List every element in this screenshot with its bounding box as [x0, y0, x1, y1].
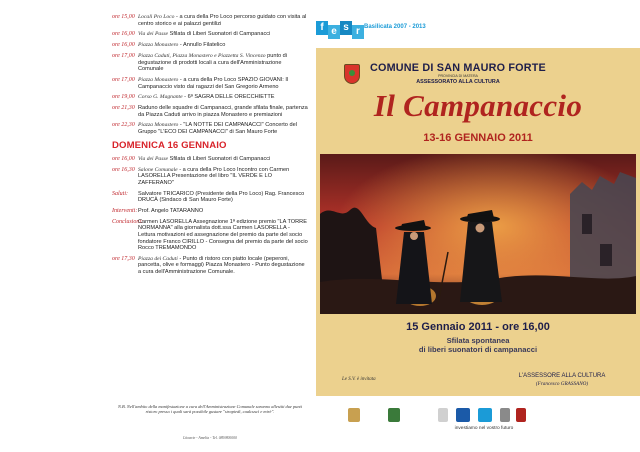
program-time: Conclusioni:	[112, 218, 143, 225]
program-time: ore 19,00	[112, 94, 135, 101]
region-logo-icon	[388, 408, 400, 422]
program-row	[112, 167, 308, 187]
fesr-letter: e	[328, 25, 340, 39]
program-place: Via dei Passe	[138, 31, 169, 38]
program-description	[138, 42, 308, 49]
program-row	[112, 191, 308, 204]
program-row	[112, 256, 308, 276]
program-place: Piazza Monastero	[138, 76, 179, 83]
program-place: Piazza dei Caduti	[138, 255, 178, 262]
program-time: ore 16,00	[112, 31, 135, 38]
program-time: ore 21,30	[112, 105, 135, 112]
program-row	[112, 77, 308, 90]
program-text: - 6ª SAGRA DELLE ORECCHIETTE	[184, 94, 275, 101]
crest-logo-icon	[348, 408, 360, 422]
event-dates: 13-16 GENNAIO 2011	[423, 132, 533, 144]
program-description	[138, 31, 308, 38]
footnote: N.B. Nell'ambito della manifestazione a cura dell'Amministrazione Comunale saranno allestiti due punti ristoro presso i quali sarà possibile gustare "strapiedi, caalcuscì e mirè".	[118, 404, 302, 415]
event-title: Il Campanaccio	[373, 88, 583, 123]
cover-card	[316, 48, 640, 396]
program-text: Salvatore TRICARICO (Presidente della Pro Loco) Rag. Francesco DRUCÀ (Sindaco di San Mauro Forte)	[138, 190, 305, 204]
cover-panel	[316, 0, 640, 452]
fesr-letter: r	[352, 25, 364, 39]
sponsor-logos	[316, 400, 640, 430]
program-row	[112, 122, 308, 135]
program-time: Saluti:	[112, 190, 128, 197]
program-description	[138, 219, 308, 252]
program-text: punto di degustazione di prodotti locali a cura dell'Amministrazione Comunale	[138, 52, 288, 73]
event-subtitle: Sfilata spontanea	[446, 336, 510, 345]
program-description	[138, 105, 308, 118]
program-time: ore 17,00	[112, 76, 135, 83]
sponsor-logo-icon	[438, 408, 448, 422]
day-header: DOMENICA 16 GENNAIO	[112, 139, 227, 151]
program-text: - "LA NOTTE DEI CAMPANACCI" Concerto del Gruppo "L'ECO DEI CAMPANACCI" di San Mauro Forte	[138, 122, 297, 136]
program-time: Interventi:	[112, 207, 138, 214]
program-time: ore 17,30	[112, 255, 135, 262]
program-text: - Punto di ristoro con piatto locale (peperoni, pancetta, olive e formaggi) Piazza Monastero - Punto degustazione a cura dell'Amministrazione Comunale.	[138, 255, 305, 276]
italy-emblem-icon	[516, 408, 526, 422]
invitation-signature: Le S.V. è invitata	[342, 377, 376, 382]
program-text: Carmen LASORELLA Assegnazione 1ª edizione premio "LA TORRE NORMANNA" alla giornalista dott.ssa Carmen LASORELLA - Lettura motivazioni ed assegnazione del premio da parte del socio fondatore Franco CIRILLO - Consegna del premio da parte del socio Rocco TREMAMONDO	[138, 218, 308, 252]
program-row	[112, 42, 308, 49]
program-time: ore 17,00	[112, 52, 135, 59]
program-text: - a cura della Pro Loco Incontro con Carmen LASORELLA Presentazione del libro "IL VERDE E LO ZAFFERANO"	[138, 166, 290, 186]
ministry-logo-icon	[500, 408, 510, 422]
program-place: Piazza Monastero	[138, 42, 179, 49]
program-description	[138, 208, 308, 215]
program-row	[112, 31, 308, 38]
fesr-letter: s	[340, 21, 352, 35]
fesr-label: Basilicata 2007 - 2013	[364, 24, 426, 30]
program-description	[138, 94, 308, 101]
event-subtitle-2: di liberi suonatori di campanacci	[418, 345, 538, 354]
program-time: ore 16,00	[112, 155, 135, 162]
program-description	[138, 77, 308, 90]
program-panel	[112, 14, 308, 446]
program-text: - Annullo Filatelico	[179, 42, 226, 49]
coat-of-arms-icon	[344, 64, 360, 84]
program-sunday	[112, 156, 308, 276]
program-place: Salone Comunale	[138, 166, 178, 173]
program-row	[112, 105, 308, 118]
program-text: - a cura della Pro Loco SPAZIO GIOVANI: Il Campanaccio visto dai ragazzi del San Gregorio Armeno	[138, 76, 289, 90]
program-description	[138, 191, 308, 204]
program-description	[138, 156, 308, 163]
program-description	[138, 53, 308, 73]
program-row	[112, 208, 308, 215]
assessore-name: (Francesco GRASSANO)	[535, 381, 589, 387]
program-text: Sfilata di Liberi Suonatori di Campanacci	[169, 31, 271, 38]
program-row	[112, 94, 308, 101]
fesr-header	[316, 20, 450, 38]
fesr-logo-icon	[478, 408, 492, 422]
program-description	[138, 256, 308, 276]
program-time: ore 16,00	[112, 42, 135, 49]
assessorato-label: ASSESSORATO ALLA CULTURA	[416, 79, 500, 85]
program-description	[138, 167, 308, 187]
program-place: Piazza Caduti, Piazza Monastero e Piazzetta S. Vincenzo	[138, 52, 266, 59]
provincia-label: PROVINCIA DI MATERA	[438, 74, 478, 78]
program-row	[112, 156, 308, 163]
event-date: 15 Gennaio 2011 - ore 16,00	[406, 321, 550, 333]
eu-flag-icon	[456, 408, 470, 422]
program-text: Sfilata di Liberi Suonatori di Campanacci	[169, 155, 271, 162]
program-time: ore 15,00	[112, 14, 135, 20]
campanaccio-painting	[320, 154, 636, 314]
program-description	[138, 14, 308, 27]
program-row	[112, 14, 308, 27]
program-place: Via dei Passe	[138, 155, 169, 162]
comune-title: COMUNE DI SAN MAURO FORTE	[370, 62, 546, 74]
logos-caption: investiamo nel vostro futuro	[454, 426, 514, 431]
program-saturday	[112, 14, 308, 136]
fesr-letter: f	[316, 21, 328, 35]
assessore-label: L'ASSESSORE ALLA CULTURA	[518, 373, 606, 379]
program-text: Raduno delle squadre di Campanacci, grande sfilata finale, partenza da Piazza Caduti arrivo in piazza Monastero e premiazioni	[138, 105, 308, 118]
program-text: Prof. Angelo TATARANNO	[138, 207, 204, 214]
program-place: Piazza Monastero	[138, 122, 179, 129]
program-place: Corso G. Magnante	[138, 94, 183, 101]
program-place: Locali Pro Loco	[138, 14, 175, 20]
program-row	[112, 219, 308, 252]
printer-credit: Litoarte - Amelia - Tel. 089/800000	[183, 436, 237, 440]
program-time: ore 16,30	[112, 166, 135, 173]
program-text: - a cura della Pro Loco percorso guidato con visita al centro storico e ai palazzi gentilizi	[138, 14, 307, 27]
program-row	[112, 53, 308, 73]
program-description	[138, 122, 308, 135]
program-time: ore 22,30	[112, 122, 135, 129]
